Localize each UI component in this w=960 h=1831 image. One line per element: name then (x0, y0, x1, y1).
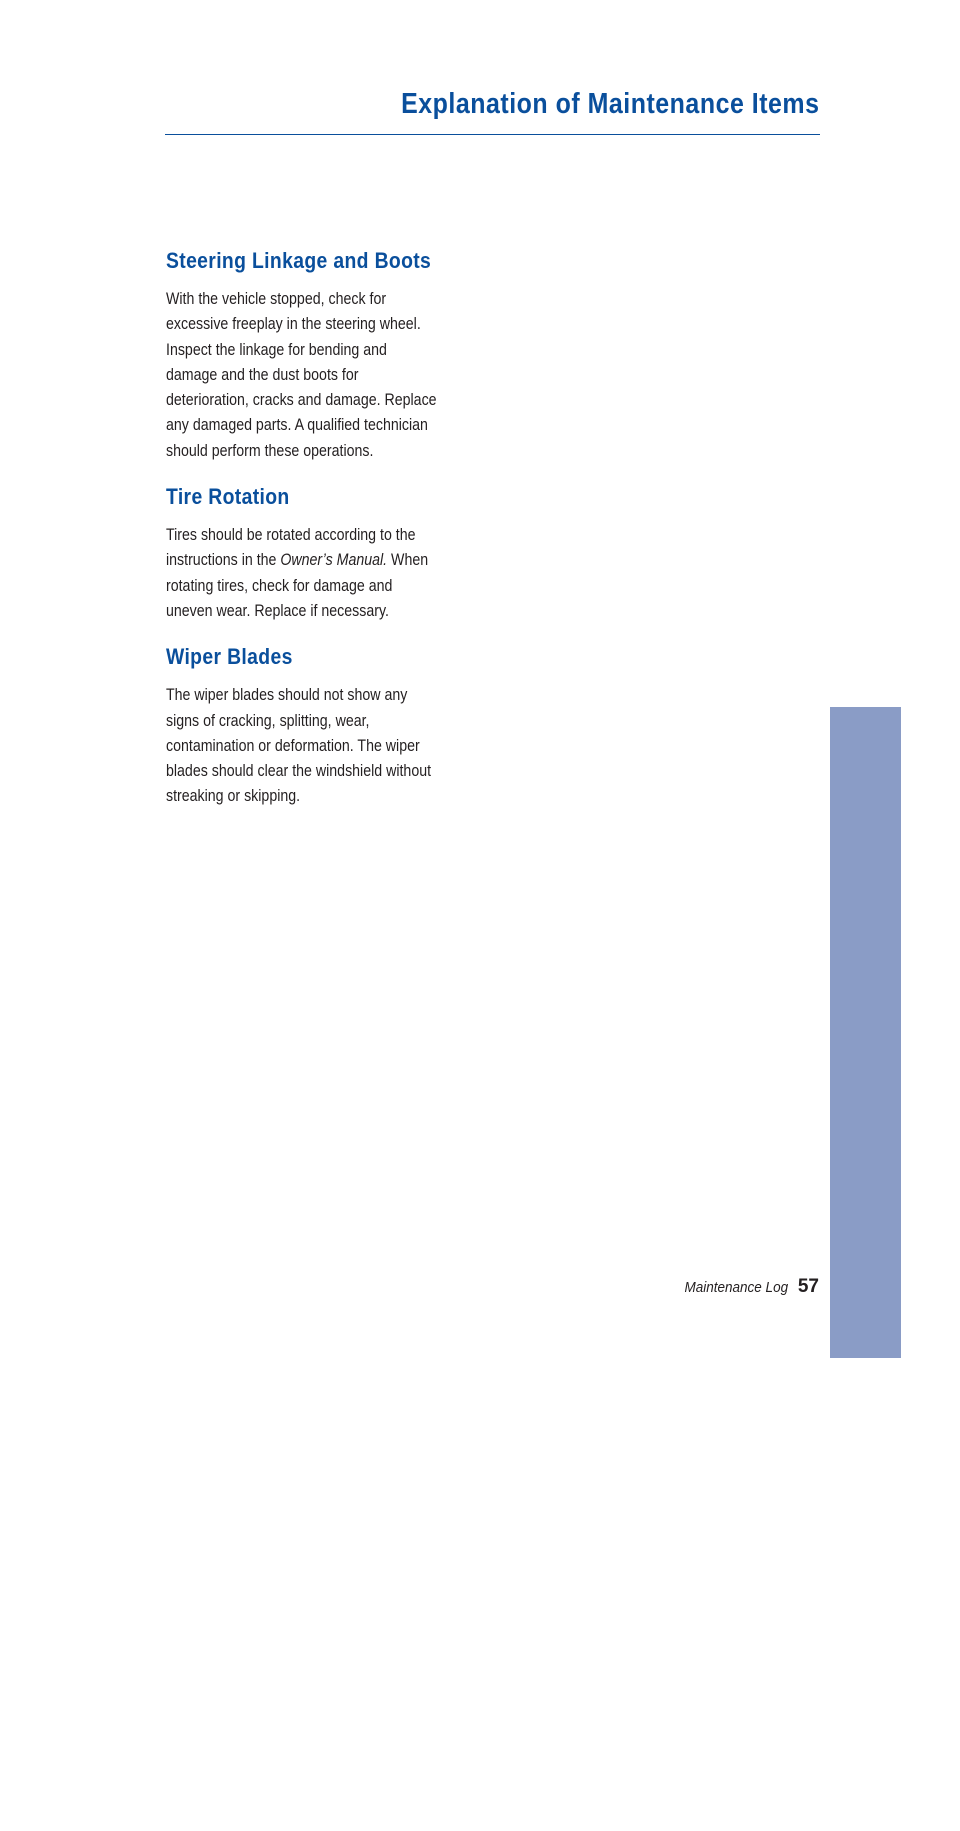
body-line: streaking or skipping. (166, 787, 301, 806)
body-line: Inspect the linkage for bending and (166, 340, 387, 359)
owners-manual-reference: Owner’s Manual. (280, 551, 388, 570)
body-line (166, 548, 496, 573)
body-text: When (387, 551, 429, 570)
body-line: uneven wear. Replace if necessary. (166, 601, 389, 620)
page-footer (673, 1276, 819, 1298)
section-tire-rotation (166, 484, 496, 624)
title-divider (165, 134, 820, 135)
body-line: contamination or deformation. The wiper (166, 736, 420, 755)
section-body (166, 683, 496, 809)
body-line: signs of cracking, splitting, wear, (166, 711, 370, 730)
section-body (166, 523, 496, 624)
body-text: instructions in the (166, 551, 281, 570)
body-line: deterioration, cracks and damage. Replace (166, 391, 437, 410)
section-body (166, 287, 496, 464)
section-heading: Steering Linkage and Boots (166, 248, 432, 273)
body-line: should perform these operations. (166, 441, 374, 460)
section-wiper-blades (166, 644, 496, 809)
main-content (166, 248, 496, 830)
body-line: Tires should be rotated according to the (166, 526, 416, 545)
body-line: With the vehicle stopped, check for (166, 290, 387, 308)
body-line: rotating tires, check for damage and (166, 576, 393, 595)
body-line: excessive freeplay in the steering wheel. (166, 315, 421, 334)
body-line: The wiper blades should not show any (166, 686, 408, 705)
page-number: 57 (797, 1276, 819, 1297)
page-title: Explanation of Maintenance Items (401, 88, 820, 120)
footer-section-name: Maintenance Log (684, 1279, 788, 1296)
body-line: damage and the dust boots for (166, 365, 359, 384)
section-heading: Wiper Blades (166, 644, 293, 670)
section-side-tab (830, 707, 901, 1831)
side-tab-label: MAINTENANCE (854, 1653, 878, 1831)
body-line: any damaged parts. A qualified technician (166, 416, 428, 435)
section-heading: Tire Rotation (166, 484, 290, 510)
body-line: blades should clear the windshield without (166, 762, 432, 781)
section-steering-linkage (166, 248, 496, 464)
